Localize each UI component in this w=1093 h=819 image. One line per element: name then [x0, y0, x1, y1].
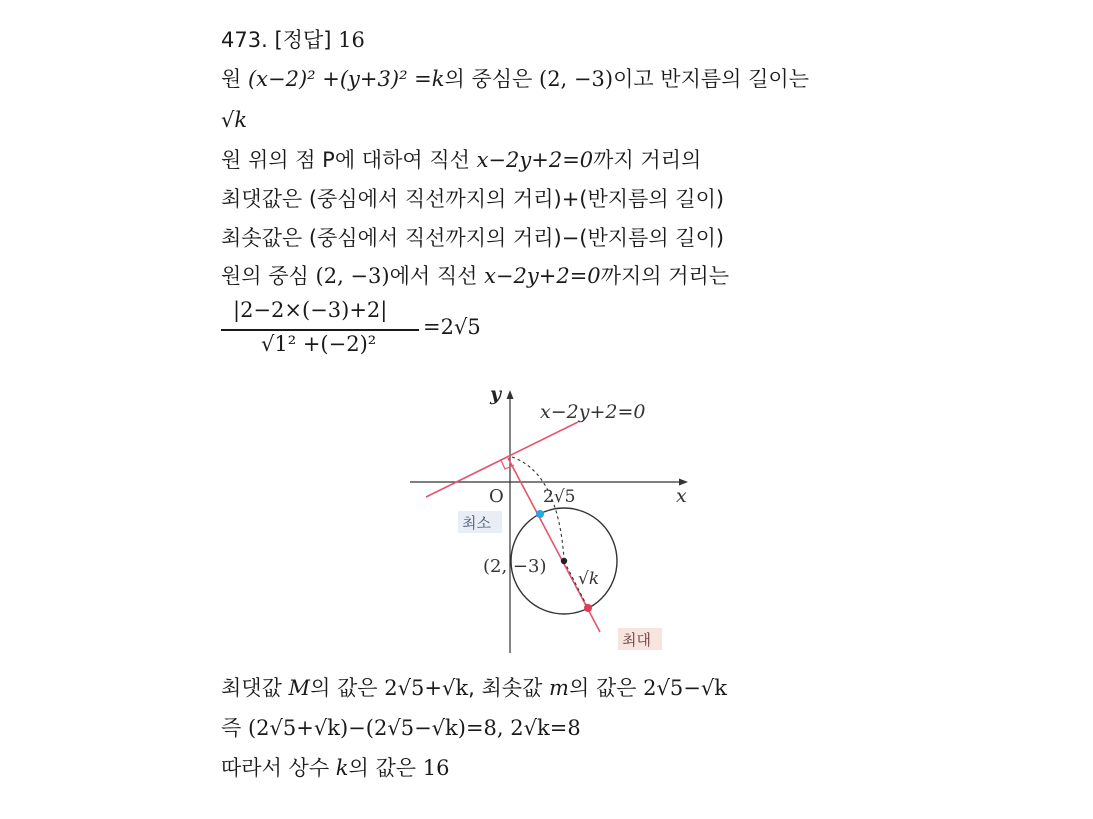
fraction-denominator: √1² +(−2)²	[261, 332, 377, 356]
center-coordinates: (2, −3)	[539, 67, 614, 91]
line8-text-c: , 최솟값	[468, 676, 543, 700]
min-symbol: m	[549, 676, 569, 700]
line9-text-a: 즉	[221, 716, 242, 740]
y-axis-arrow-icon	[507, 390, 514, 399]
circle-equation: (x−2)² +(y+3)² =k	[247, 67, 445, 91]
distance-fraction	[221, 298, 421, 368]
max-min-values-line	[221, 674, 727, 702]
line10-text-a: 따라서 상수	[221, 756, 330, 780]
line10-text-b: 의 값은	[348, 756, 417, 780]
max-expression: 2√5+√k	[384, 676, 469, 700]
max-point	[584, 604, 592, 612]
min-expression: 2√5−√k	[643, 676, 727, 700]
difference-line	[221, 714, 581, 742]
line1-prefix: 원	[221, 67, 242, 91]
radius-value: √k	[221, 108, 248, 132]
line6-center: (2, −3)	[315, 264, 390, 288]
problem-number: 473.	[221, 28, 268, 52]
line8-text-b: 의 값은	[310, 676, 378, 700]
line3-text-b: 까지 거리의	[593, 148, 702, 172]
constant-k: k	[335, 756, 349, 780]
line-equation: x−2y+2=0	[476, 148, 594, 172]
radius-label: √k	[578, 569, 600, 589]
center-point	[561, 558, 567, 564]
fraction-result: =2√5	[423, 315, 481, 339]
line6-text-a: 원의 중심	[221, 264, 309, 288]
answer-value: 16	[338, 28, 365, 52]
line1-suffix: 의 중심은	[444, 67, 533, 91]
line3-text-a: 원 위의 점 P에 대하여 직선	[221, 148, 470, 172]
problem-header	[221, 26, 365, 54]
min-point	[536, 510, 544, 518]
radius-line	[221, 106, 247, 134]
fraction-numerator: |2−2×(−3)+2|	[233, 298, 388, 322]
circle-line-figure	[400, 378, 700, 658]
center-distance-line	[221, 262, 729, 290]
line-equation-label: x−2y+2=0	[540, 401, 646, 423]
x-tick-label: 2√5	[543, 487, 576, 507]
line1-rest: 이고 반지름의 길이는	[613, 67, 809, 91]
min-label: 최소	[462, 514, 491, 532]
max-rule-text: 최댓값은 (중심에서 직선까지의 거리)+(반지름의 길이)	[221, 187, 725, 211]
origin-label: O	[489, 486, 504, 507]
center-label: (2, −3)	[483, 556, 547, 577]
y-axis-label: y	[490, 383, 502, 405]
line6-text-c: 까지의 거리는	[600, 264, 730, 288]
distance-intro-line	[221, 146, 701, 174]
max-rule-line	[221, 185, 724, 213]
min-rule-text: 최솟값은 (중심에서 직선까지의 거리)−(반지름의 길이)	[221, 226, 725, 250]
circle-equation-line	[221, 65, 809, 93]
x-axis-label: x	[676, 485, 687, 507]
line6-equation: x−2y+2=0	[484, 264, 601, 288]
line8-text-a: 최댓값	[221, 676, 282, 700]
answer-label: [정답]	[274, 28, 332, 52]
line6-text-b: 에서 직선	[389, 264, 478, 288]
max-label: 최대	[622, 631, 651, 649]
difference-equation: (2√5+√k)−(2√5−√k)=8, 2√k=8	[247, 716, 581, 740]
final-value: 16	[422, 756, 450, 780]
fraction-bar	[221, 329, 419, 331]
line8-text-d: 의 값은	[568, 676, 637, 700]
max-symbol: M	[288, 676, 311, 700]
conclusion-line	[221, 754, 450, 782]
min-rule-line	[221, 224, 724, 252]
